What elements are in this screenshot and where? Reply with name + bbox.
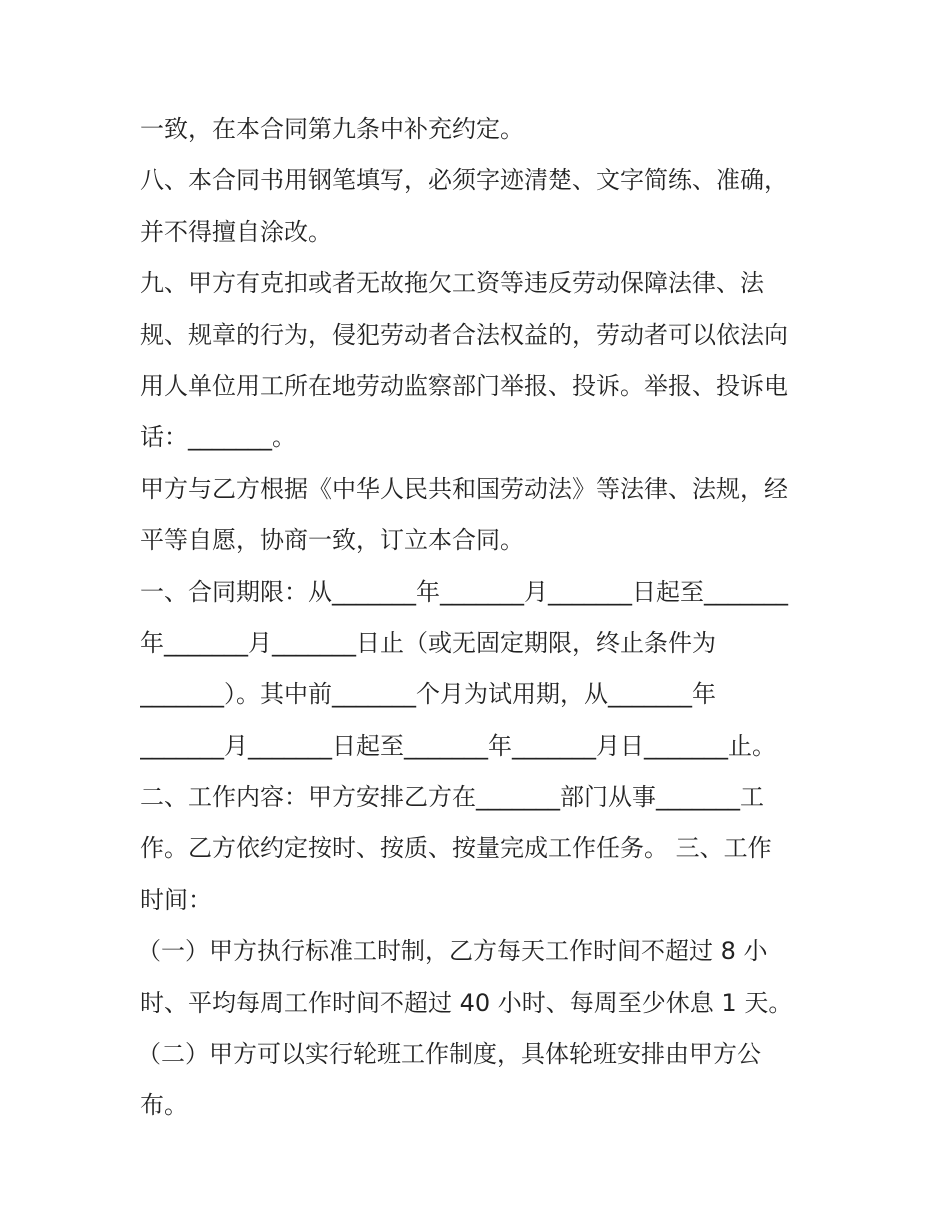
text-line: 一、合同期限：从_______年_______月_______日起至_______	[140, 577, 788, 606]
text-line: （一）甲方执行标准工时制，乙方每天工作时间不超过 8 小	[137, 937, 768, 966]
text-line: 规、规章的行为，侵犯劳动者合法权益的，劳动者可以依法向	[140, 320, 788, 349]
text-line: 时、平均每周工作时间不超过 40 小时、每周至少休息 1 天。	[140, 988, 793, 1017]
text-line: 布。	[140, 1091, 188, 1120]
text-line: 平等自愿，协商一致，订立本合同。	[140, 526, 524, 555]
contract-text	[137, 104, 820, 1132]
text-line: 用人单位用工所在地劳动监察部门举报、投诉。举报、投诉电	[140, 371, 788, 400]
text-line: 八、本合同书用钢笔填写，必须字迹清楚、文字简练、准确，	[140, 166, 788, 195]
text-line: 二、工作内容：甲方安排乙方在_______部门从事_______工	[140, 783, 764, 812]
text-line: 甲方与乙方根据《中华人民共和国劳动法》等法律、法规，经	[140, 474, 788, 503]
text-line: 九、甲方有克扣或者无故拖欠工资等违反劳动保障法律、法	[140, 269, 764, 298]
text-line: 一致，在本合同第九条中补充约定。	[140, 115, 524, 143]
text-line: 话：_______。	[140, 423, 296, 452]
text-line: 时间：	[140, 885, 212, 914]
text-line: 年_______月_______日止（或无固定期限，终止条件为	[140, 628, 716, 657]
text-line: （二）甲方可以实行轮班工作制度，具体轮班安排由甲方公	[137, 1040, 761, 1069]
text-line: _______月_______日起至_______年_______月日_______止。	[140, 731, 776, 760]
text-line: _______）。其中前_______个月为试用期，从_______年	[140, 680, 716, 709]
text-line: 并不得擅自涂改。	[140, 217, 332, 246]
text-line: 作。乙方依约定按时、按质、按量完成工作任务。 三、工作	[140, 834, 772, 863]
